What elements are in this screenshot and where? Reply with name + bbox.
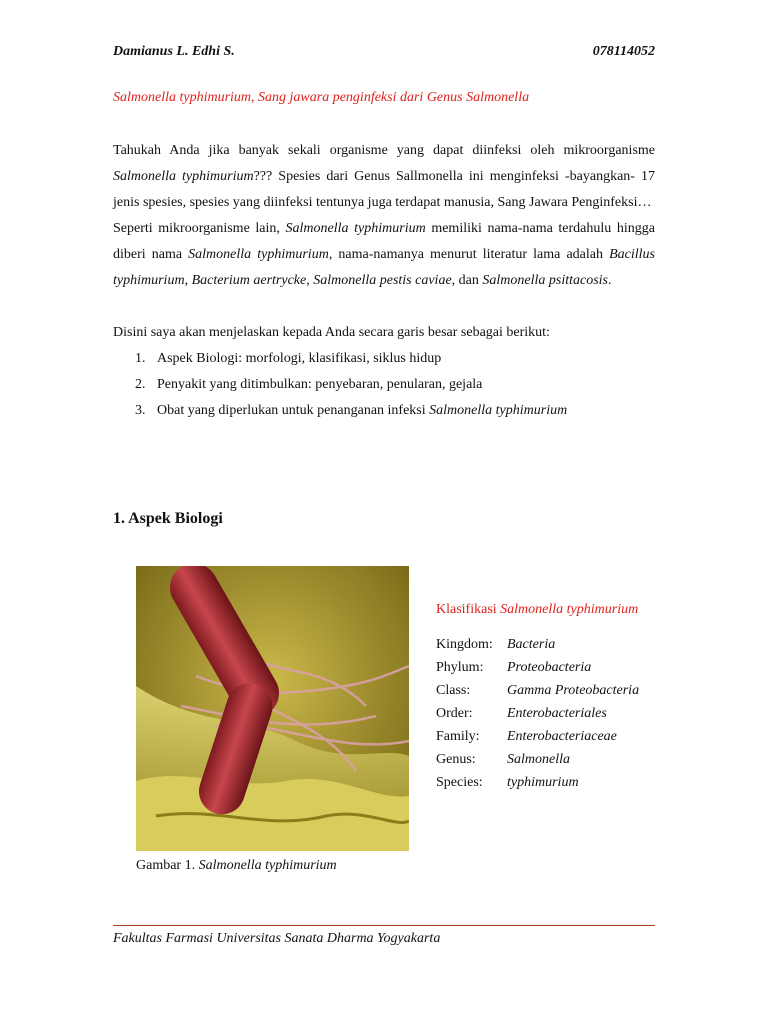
footer-divider: [113, 925, 655, 926]
outline-lead: Disini saya akan menjelaskan kepada Anda secara garis besar sebagai berikut:: [113, 325, 550, 340]
table-row: Phylum: Proteobacteria: [436, 660, 592, 675]
table-row: Class: Gamma Proteobacteria: [436, 683, 640, 698]
table-row: Genus: Salmonella: [436, 752, 570, 767]
table-row: Species: typhimurium: [436, 775, 579, 790]
intro-paragraph-2: Seperti mikroorganisme lain, Salmonella typhimurium memiliki nama-nama terdahulu hingga diberi nama Salmonella typhimurium, nama-namanya menurut literatur lama adalah Bacillus typhimurium, Bacterium aertrycke, Salmonella pestis caviae, dan Salmonella psittacosis.: [113, 221, 656, 288]
outline-item: 2. Penyakit yang ditimbulkan: penyebaran, penularan, gejala: [135, 377, 483, 392]
figure-caption: Gambar 1. Salmonella typhimurium: [136, 858, 337, 873]
section-heading: 1. Aspek Biologi: [113, 510, 223, 527]
header-author: Damianus L. Edhi S.: [113, 44, 235, 59]
footer-text: Fakultas Farmasi Universitas Sanata Dharma Yogyakarta: [113, 931, 441, 946]
bacteria-micrograph-icon: [136, 566, 409, 851]
bacteria-micrograph-figure: [136, 566, 409, 851]
table-row: Kingdom: Bacteria: [436, 637, 556, 652]
document-title: Salmonella typhimurium, Sang jawara penginfeksi dari Genus Salmonella: [113, 90, 530, 105]
table-row: Order: Enterobacteriales: [436, 706, 607, 721]
intro-paragraph-1: Tahukah Anda jika banyak sekali organisme yang dapat diinfeksi oleh mikroorganisme Salmonella typhimurium??? Spesies dari Genus Sallmonella ini menginfeksi -bayangkan- 17 jenis spesies, spesies yang diinfeksi tentunya juga terdapat manusia, Sang Jawara Penginfeksi…: [113, 143, 655, 210]
classification-title: Klasifikasi Salmonella typhimurium: [436, 602, 639, 617]
outline-item: 3. Obat yang diperlukan untuk penanganan infeksi Salmonella typhimurium: [135, 403, 568, 418]
outline-list: [113, 346, 655, 424]
classification-table: [436, 637, 639, 798]
outline-item: 1. Aspek Biologi: morfologi, klasifikasi, siklus hidup: [135, 351, 442, 366]
table-row: Family: Enterobacteriaceae: [436, 729, 617, 744]
header-student-id: 078114052: [592, 44, 655, 59]
body-text: [113, 138, 655, 424]
